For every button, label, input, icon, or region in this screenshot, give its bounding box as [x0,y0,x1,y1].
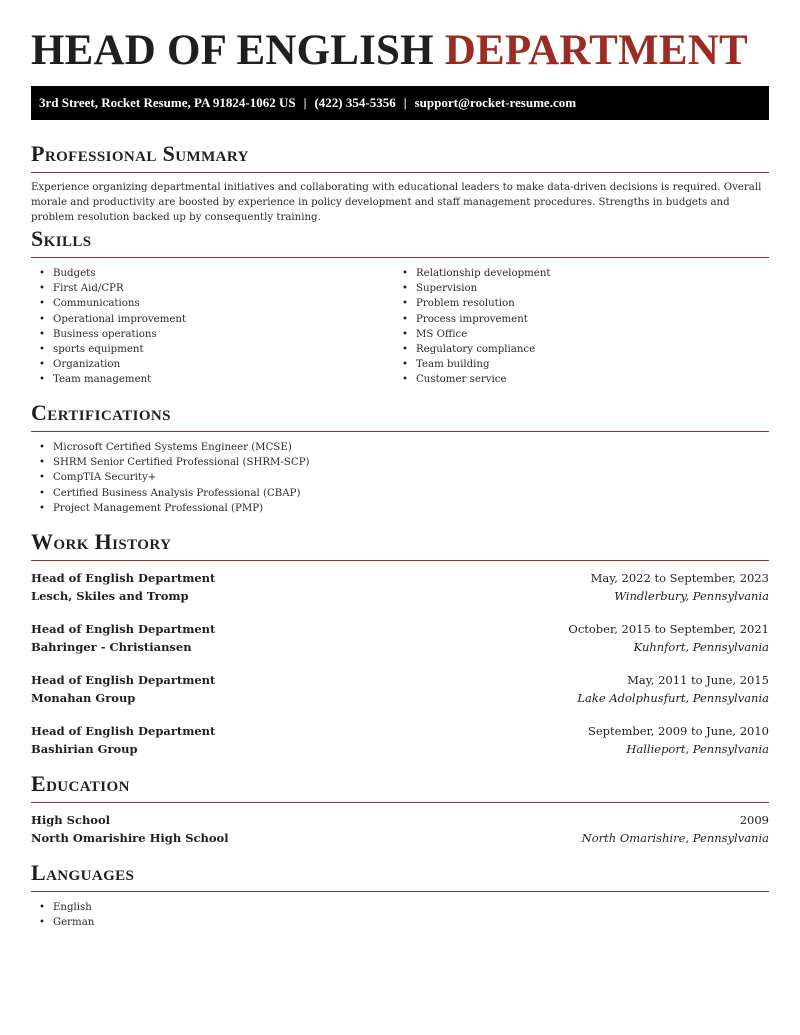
resume-name [31,28,748,74]
job-location: Windlerbury, Pennsylvania [614,589,769,603]
section-title-certifications: Certifications [31,400,171,425]
certification-item: • Microsoft Certified Systems Engineer (MCSE) [31,440,769,455]
job-location: Lake Adolphusfurt, Pennsylvania [577,691,769,705]
languages-list [31,900,769,930]
name-part-1: HEAD OF ENGLISH [31,27,434,74]
job-company: Lesch, Skiles and Tromp [31,589,189,603]
language-item: • English [31,900,769,915]
summary-text: Experience organizing departmental initiatives and collaborating with educational leaders to make data-driven decisions is required. Overall morale and productivity are boosted by experience in policy development and staff management procedures. Strengths in budgets and problem resolution backed up by consequently training. [31,182,762,223]
job-dates: May, 2011 to June, 2015 [627,673,769,687]
section-title-skills: Skills [31,226,92,251]
job-company: Monahan Group [31,691,136,705]
certification-item: • CompTIA Security+ [31,470,769,485]
certification-item: • Certified Business Analysis Professional (CBAP) [31,486,769,501]
skills-section [31,226,769,388]
education-school: North Omarishire High School [31,831,229,845]
section-divider [31,172,769,173]
section-divider [31,802,769,803]
language-item: • German [31,915,769,930]
skill-item: • Organization [31,357,394,372]
education-entry [31,811,769,847]
skill-item: • Operational improvement [31,312,394,327]
skill-item: • Supervision [394,281,757,296]
job-company: Bahringer - Christiansen [31,640,192,654]
certification-item: • SHRM Senior Certified Professional (SHRM-SCP) [31,455,769,470]
skill-item: • MS Office [394,327,757,342]
skill-item: • Team building [394,357,757,372]
skill-item: • Process improvement [394,312,757,327]
skills-columns [31,266,769,388]
skill-item: • Customer service [394,372,757,387]
work-entry [31,671,769,707]
skill-item: • Regulatory compliance [394,342,757,357]
work-entry [31,722,769,758]
education-year: 2009 [739,813,769,827]
job-title: Head of English Department [31,724,216,738]
section-divider [31,560,769,561]
job-dates: September, 2009 to June, 2010 [587,724,769,738]
name-part-2: DEPARTMENT [444,27,748,74]
job-title: Head of English Department [31,571,216,585]
skill-item: • Relationship development [394,266,757,281]
education-location: North Omarishire, Pennsylvania [581,831,769,845]
skill-item: • Budgets [31,266,394,281]
job-dates: May, 2022 to September, 2023 [590,571,769,585]
job-dates: October, 2015 to September, 2021 [568,622,769,636]
work-history-list [31,569,769,758]
certifications-section [31,400,769,516]
job-location: Hallieport, Pennsylvania [626,742,769,756]
work-entry [31,569,769,605]
contact-separator: | [403,95,407,110]
section-divider [31,257,769,258]
education-section [31,771,769,847]
contact-bar [31,86,769,120]
languages-section [31,860,769,930]
contact-separator: | [303,95,307,110]
skill-item: • Business operations [31,327,394,342]
section-title-languages: Languages [31,860,135,885]
section-title-summary: Professional Summary [31,141,249,166]
skill-item: • Team management [31,372,394,387]
section-title-work-history: Work History [31,529,172,554]
skill-item: • Problem resolution [394,296,757,311]
skills-list-right [394,266,757,388]
summary-section [31,141,769,235]
work-entry [31,620,769,656]
job-title: Head of English Department [31,622,216,636]
section-divider [31,891,769,892]
job-company: Bashirian Group [31,742,138,756]
job-location: Kuhnfort, Pennsylvania [633,640,769,654]
skill-item: • First Aid/CPR [31,281,394,296]
section-divider [31,431,769,432]
section-title-education: Education [31,771,130,796]
contact-email: support@rocket-resume.com [414,95,577,110]
contact-address: 3rd Street, Rocket Resume, PA 91824-1062 US [39,95,296,110]
certifications-list [31,440,769,516]
education-degree: High School [31,813,111,827]
certification-item: • Project Management Professional (PMP) [31,501,769,516]
job-title: Head of English Department [31,673,216,687]
skills-list-left [31,266,394,388]
contact-phone: (422) 354-5356 [314,95,396,110]
skill-item: • Communications [31,296,394,311]
work-history-section [31,529,769,758]
skill-item: • sports equipment [31,342,394,357]
